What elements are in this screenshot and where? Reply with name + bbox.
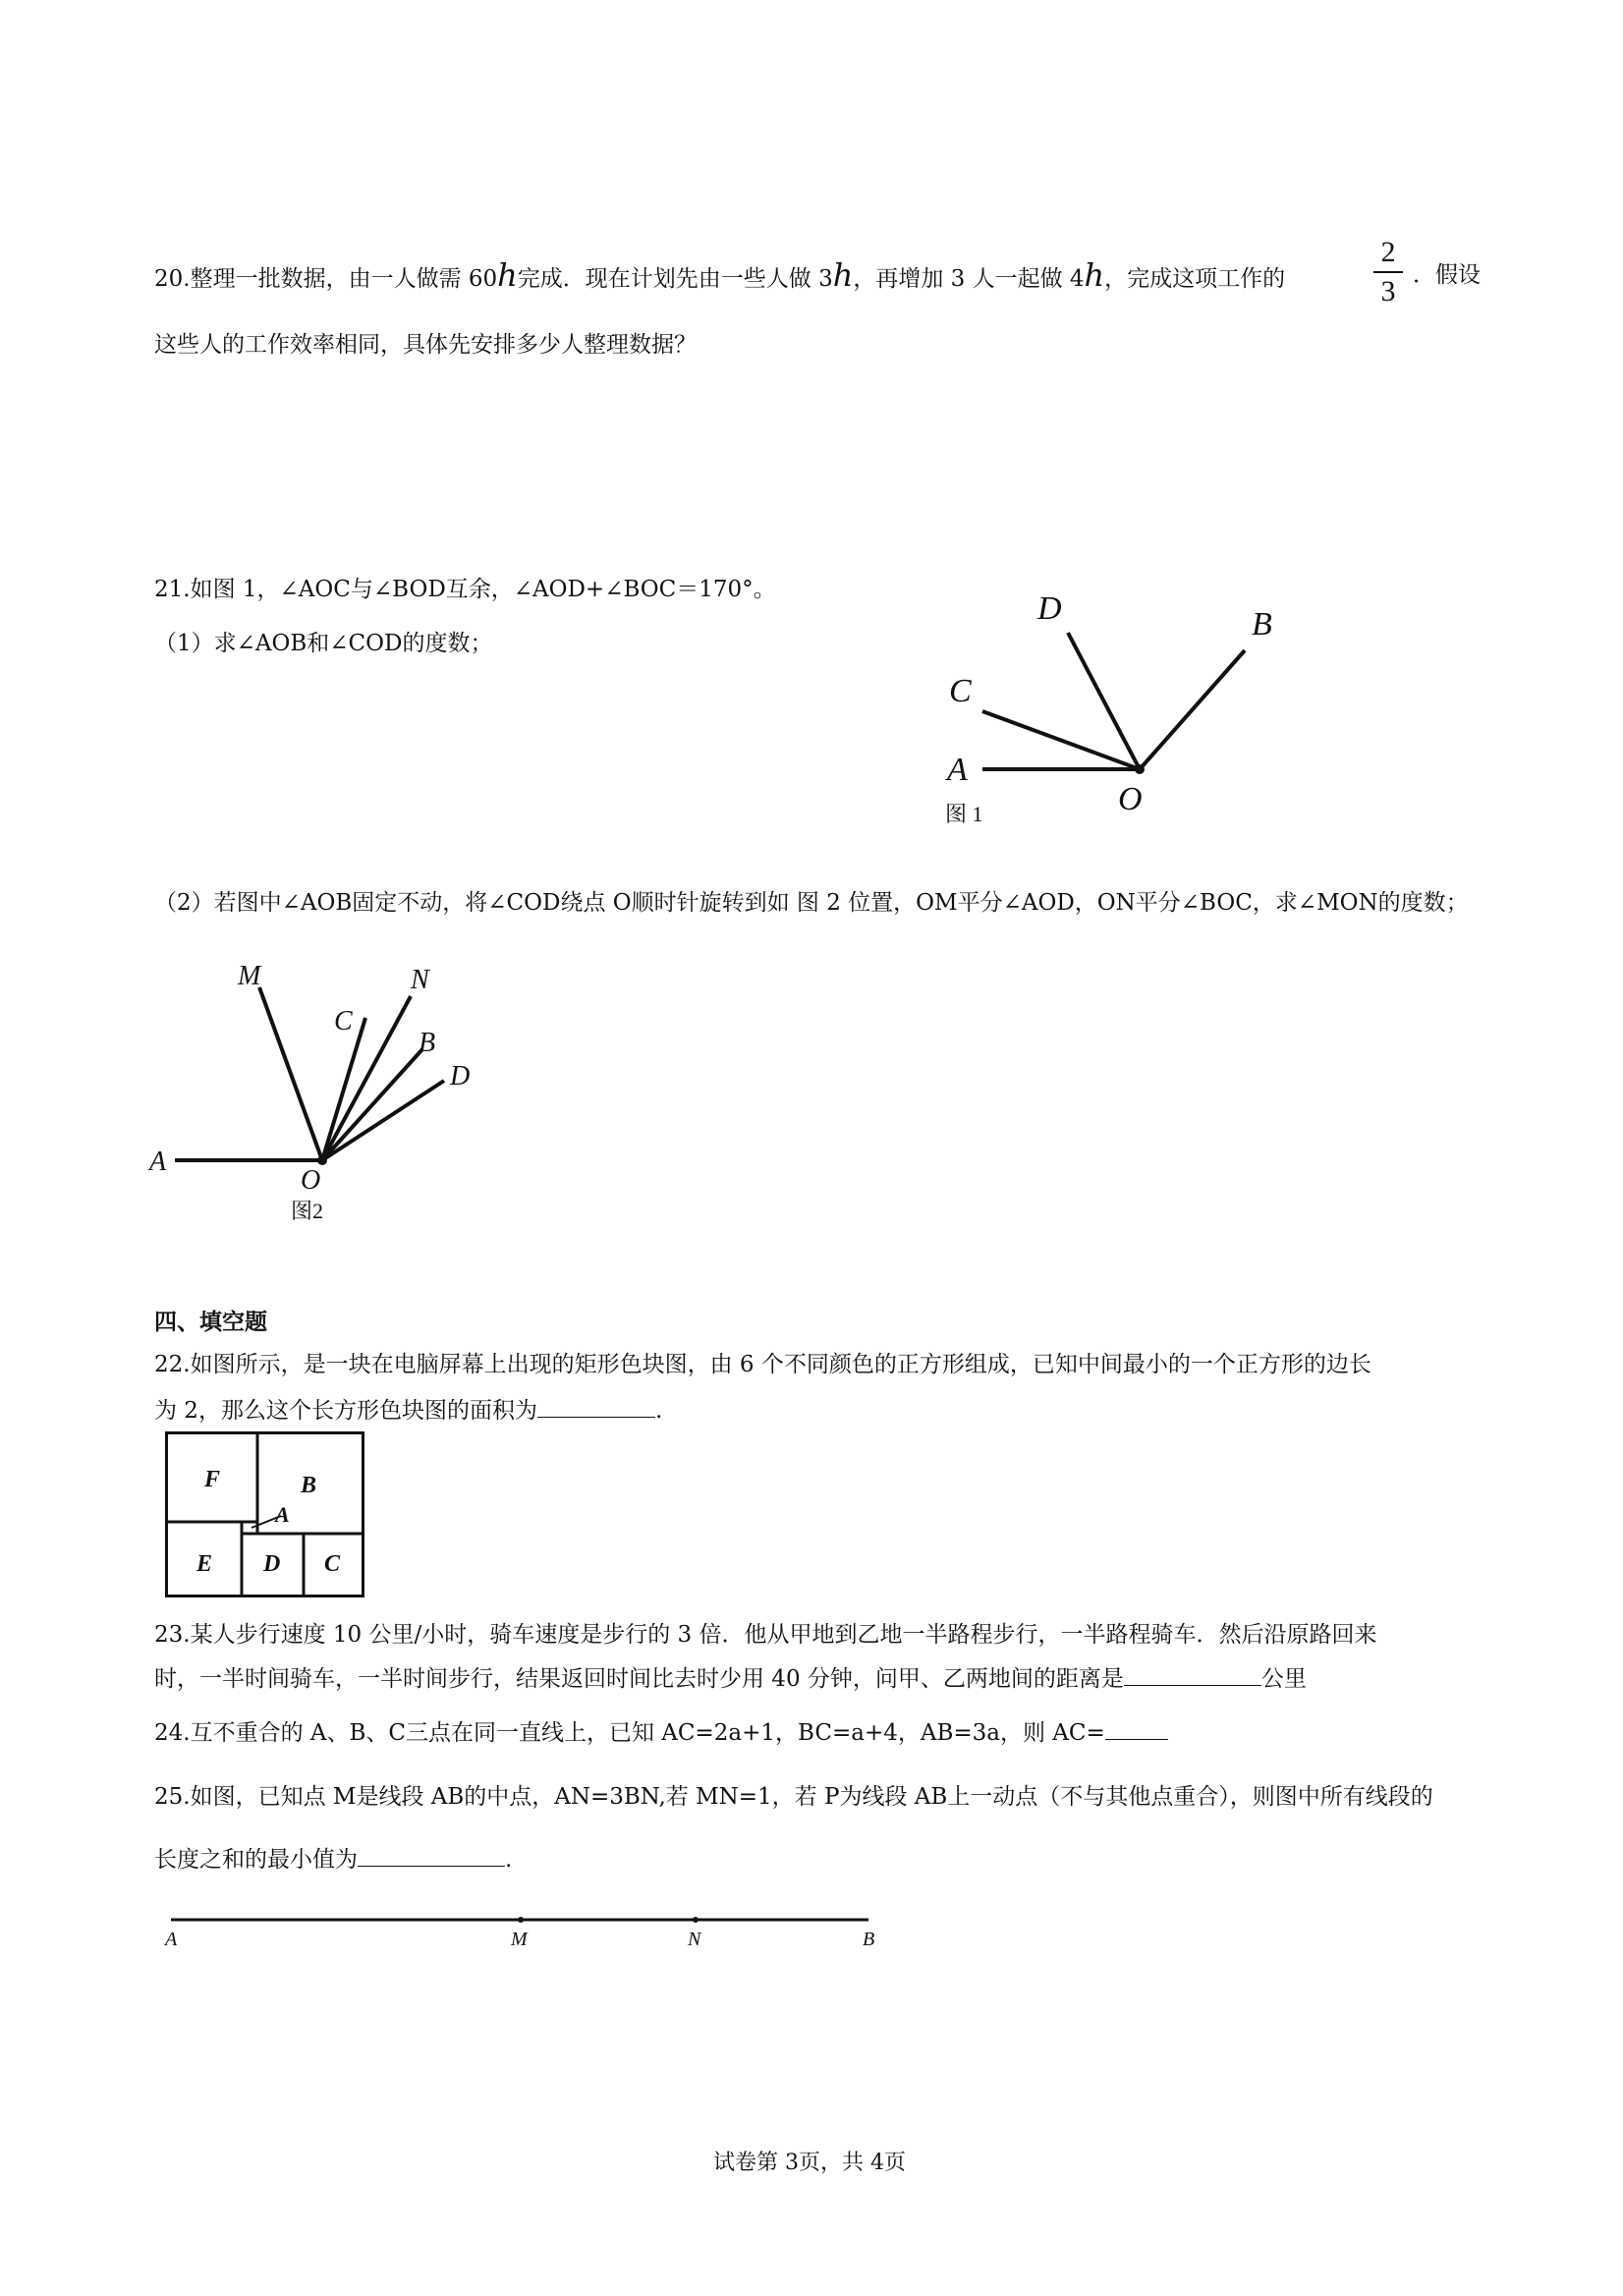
q20-fraction [1373, 236, 1403, 308]
fig2-label-o: O [301, 1165, 321, 1196]
q24-answer-blank[interactable] [1105, 1739, 1168, 1740]
q22-line1: 22.如图所示，是一块在电脑屏幕上出现的矩形色块图，由 6 个不同颜色的正方形组成，已知中间最小的一个正方形的边长 [154, 1352, 1371, 1377]
q21-figure-2 [138, 953, 491, 1248]
q25-label-a: A [165, 1929, 178, 1950]
q20-unit-h3: h [1084, 256, 1105, 294]
q25-line2 [154, 1843, 512, 1876]
q20-frac-num: 2 [1380, 236, 1396, 268]
q23-line2 [154, 1662, 1307, 1696]
q25-label-b: B [863, 1929, 875, 1950]
q20-text-a: 20.整理一批数据，由一人做需 60 [154, 266, 498, 292]
section-title: 四、填空题 [154, 1309, 267, 1335]
fig1-label-o: O [1118, 781, 1143, 817]
q20-text-e: ．假设 [1413, 262, 1481, 288]
q22-line2-text: 为 2，那么这个长方形色块图的面积为 [154, 1398, 537, 1424]
q20-line1 [154, 258, 1285, 296]
q21-part1: （1）求∠AOB和∠COD的度数； [154, 631, 493, 656]
q21-figure-1 [923, 570, 1316, 845]
fig2-label-a: A [149, 1147, 167, 1177]
fig2-label-n: N [411, 965, 429, 995]
fig1-label-c: C [949, 673, 972, 709]
q22-label-b: B [301, 1473, 317, 1498]
q22-answer-blank[interactable] [537, 1417, 655, 1418]
q22-line2-end: . [654, 1398, 663, 1424]
q20-text-b: 完成．现在计划先由一些人做 3 [517, 266, 833, 292]
q20-text-d: ，完成这项工作的 [1104, 266, 1286, 292]
q20-frac-den: 3 [1380, 275, 1396, 308]
q25-line1: 25.如图，已知点 M是线段 AB的中点，AN=3BN,若 MN=1，若 P为线段 AB上一动点（不与其他点重合），则图中所有线段的 [154, 1784, 1433, 1810]
q23-line2-text: 时，一半时间骑车，一半时间步行，结果返回时间比去时少用 40 分钟，问甲、乙两地间的距离是 [154, 1666, 1124, 1692]
fig1-label-d: D [1037, 590, 1062, 627]
q20-line2: 这些人的工作效率相同，具体先安排多少人整理数据？ [154, 332, 697, 358]
q21-part2: （2）若图中∠AOB固定不动，将∠COD绕点 O顺时针旋转到如 图 2 位置，OM平分∠AOD，ON平分∠BOC，求∠MON的度数； [154, 890, 1469, 916]
fig2-label-d: D [450, 1061, 471, 1092]
q22-line2 [154, 1394, 662, 1428]
q22-color-block-figure [165, 1431, 366, 1600]
fig2-label-m: M [238, 961, 261, 991]
fig2-caption: 图2 [291, 1199, 324, 1223]
q22-label-c: C [324, 1551, 341, 1577]
q23-answer-blank[interactable] [1124, 1685, 1261, 1686]
fig2-label-b: B [419, 1028, 436, 1058]
q21-line1: 21.如图 1，∠AOC与∠BOD互余，∠AOD+∠BOC＝170°。 [154, 577, 776, 602]
q20-unit-h2: h [832, 256, 854, 294]
q25-label-n: N [688, 1929, 701, 1950]
q24-line1 [154, 1716, 1168, 1750]
q22-label-a: A [275, 1502, 290, 1527]
q25-line2-text: 长度之和的最小值为 [154, 1847, 358, 1873]
fig1-label-b: B [1252, 606, 1272, 643]
q22-label-d: D [263, 1551, 281, 1577]
q20-unit-h1: h [497, 256, 518, 294]
q22-label-e: E [196, 1551, 213, 1577]
q25-line2-end: . [505, 1847, 513, 1873]
fig2-label-c: C [334, 1006, 353, 1036]
q22-label-f: F [204, 1467, 221, 1492]
q25-answer-blank[interactable] [358, 1866, 505, 1867]
page-footer: 试卷第 3页，共 4页 [713, 2151, 906, 2175]
q23-line2-end: 公里 [1260, 1666, 1307, 1692]
q24-text: 24.互不重合的 A、B、C三点在同一直线上，已知 AC=2a+1，BC=a+4，AB=3a，则 AC= [154, 1720, 1105, 1746]
q23-line1: 23.某人步行速度 10 公里/小时，骑车速度是步行的 3 倍．他从甲地到乙地一半路程步行，一半路程骑车．然后沿原路回来 [154, 1622, 1377, 1648]
q25-label-m: M [511, 1929, 528, 1950]
q20-text-c: ，再增加 3 人一起做 4 [853, 266, 1085, 292]
fig1-label-a: A [947, 752, 968, 788]
fig1-caption: 图 1 [945, 802, 983, 826]
q25-segment-figure [147, 1906, 894, 1969]
